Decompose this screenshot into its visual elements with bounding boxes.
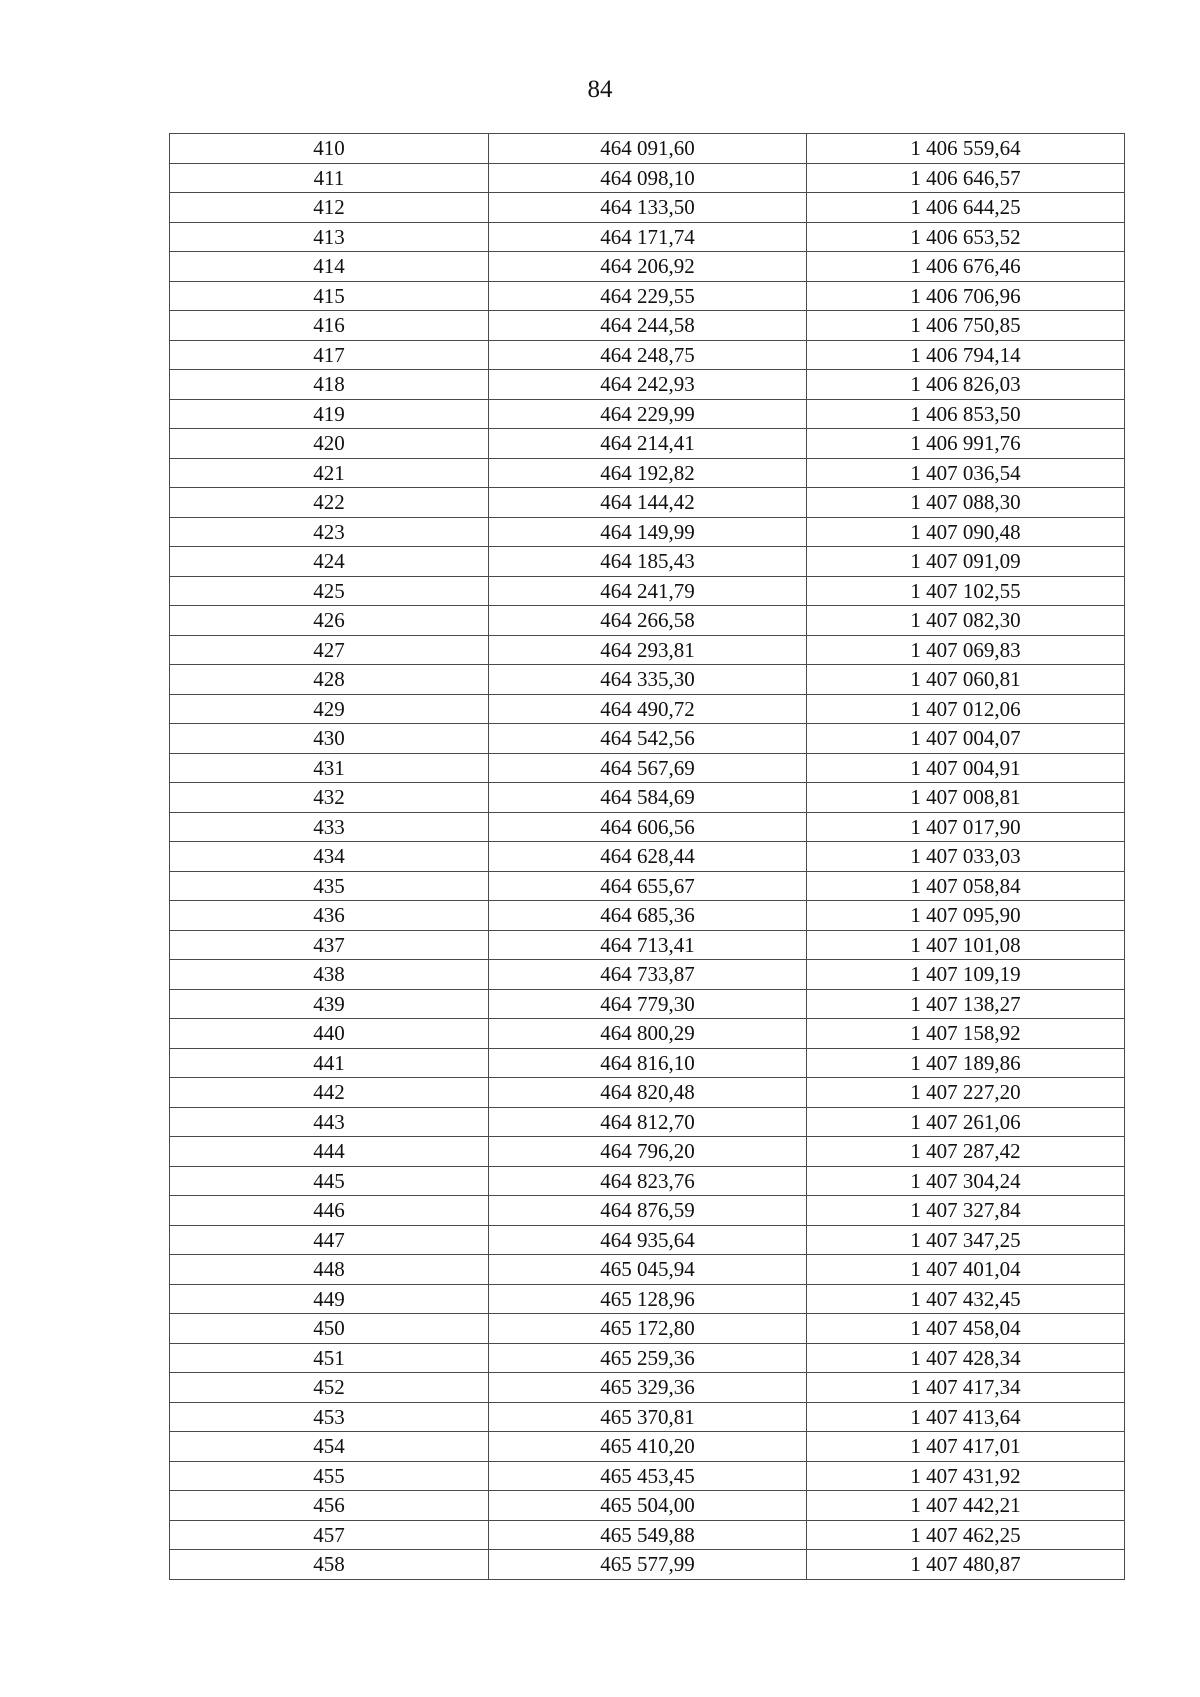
table-row [170,606,1125,636]
point-number-cell: 438 [170,960,489,990]
table-row [170,1432,1125,1462]
point-number-cell: 415 [170,281,489,311]
table-row [170,1461,1125,1491]
point-number-cell: 452 [170,1373,489,1403]
point-number-cell: 434 [170,842,489,872]
point-number-cell: 451 [170,1343,489,1373]
x-coordinate-cell: 464 796,20 [489,1137,807,1167]
table-row [170,930,1125,960]
x-coordinate-cell: 464 606,56 [489,812,807,842]
table-row [170,989,1125,1019]
x-coordinate-cell: 464 229,99 [489,399,807,429]
point-number-cell: 455 [170,1461,489,1491]
point-number-cell: 431 [170,753,489,783]
y-coordinate-cell: 1 407 189,86 [807,1048,1125,1078]
y-coordinate-cell: 1 407 090,48 [807,517,1125,547]
x-coordinate-cell: 464 266,58 [489,606,807,636]
x-coordinate-cell: 465 577,99 [489,1550,807,1580]
y-coordinate-cell: 1 407 401,04 [807,1255,1125,1285]
point-number-cell: 448 [170,1255,489,1285]
point-number-cell: 425 [170,576,489,606]
y-coordinate-cell: 1 406 794,14 [807,340,1125,370]
x-coordinate-cell: 464 733,87 [489,960,807,990]
table-row [170,576,1125,606]
point-number-cell: 420 [170,429,489,459]
x-coordinate-cell: 464 584,69 [489,783,807,813]
x-coordinate-cell: 464 244,58 [489,311,807,341]
table-row [170,1019,1125,1049]
y-coordinate-cell: 1 407 138,27 [807,989,1125,1019]
y-coordinate-cell: 1 406 646,57 [807,163,1125,193]
x-coordinate-cell: 464 091,60 [489,134,807,164]
table-row [170,193,1125,223]
point-number-cell: 458 [170,1550,489,1580]
point-number-cell: 429 [170,694,489,724]
point-number-cell: 424 [170,547,489,577]
point-number-cell: 440 [170,1019,489,1049]
y-coordinate-cell: 1 407 102,55 [807,576,1125,606]
x-coordinate-cell: 465 045,94 [489,1255,807,1285]
x-coordinate-cell: 464 171,74 [489,222,807,252]
y-coordinate-cell: 1 406 750,85 [807,311,1125,341]
point-number-cell: 432 [170,783,489,813]
y-coordinate-cell: 1 407 088,30 [807,488,1125,518]
x-coordinate-cell: 464 185,43 [489,547,807,577]
point-number-cell: 422 [170,488,489,518]
x-coordinate-cell: 464 567,69 [489,753,807,783]
x-coordinate-cell: 464 820,48 [489,1078,807,1108]
x-coordinate-cell: 465 172,80 [489,1314,807,1344]
point-number-cell: 414 [170,252,489,282]
x-coordinate-cell: 464 628,44 [489,842,807,872]
point-number-cell: 454 [170,1432,489,1462]
point-number-cell: 446 [170,1196,489,1226]
table-row [170,1402,1125,1432]
table-row [170,458,1125,488]
y-coordinate-cell: 1 407 091,09 [807,547,1125,577]
point-number-cell: 411 [170,163,489,193]
point-number-cell: 442 [170,1078,489,1108]
point-number-cell: 453 [170,1402,489,1432]
y-coordinate-cell: 1 407 058,84 [807,871,1125,901]
x-coordinate-cell: 465 410,20 [489,1432,807,1462]
x-coordinate-cell: 465 370,81 [489,1402,807,1432]
table-row [170,1520,1125,1550]
y-coordinate-cell: 1 407 060,81 [807,665,1125,695]
point-number-cell: 443 [170,1107,489,1137]
table-row [170,1314,1125,1344]
y-coordinate-cell: 1 407 432,45 [807,1284,1125,1314]
y-coordinate-cell: 1 407 287,42 [807,1137,1125,1167]
point-number-cell: 449 [170,1284,489,1314]
point-number-cell: 444 [170,1137,489,1167]
point-number-cell: 450 [170,1314,489,1344]
table-row [170,252,1125,282]
y-coordinate-cell: 1 406 559,64 [807,134,1125,164]
x-coordinate-cell: 465 504,00 [489,1491,807,1521]
point-number-cell: 428 [170,665,489,695]
page-number: 84 [587,76,613,103]
y-coordinate-cell: 1 407 101,08 [807,930,1125,960]
x-coordinate-cell: 464 542,56 [489,724,807,754]
y-coordinate-cell: 1 407 462,25 [807,1520,1125,1550]
x-coordinate-cell: 464 144,42 [489,488,807,518]
point-number-cell: 418 [170,370,489,400]
y-coordinate-cell: 1 407 347,25 [807,1225,1125,1255]
y-coordinate-cell: 1 407 158,92 [807,1019,1125,1049]
y-coordinate-cell: 1 407 004,07 [807,724,1125,754]
table-row [170,311,1125,341]
table-row [170,163,1125,193]
table-row [170,547,1125,577]
table-row [170,812,1125,842]
table-row [170,1048,1125,1078]
y-coordinate-cell: 1 407 095,90 [807,901,1125,931]
y-coordinate-cell: 1 407 227,20 [807,1078,1125,1108]
table-row [170,222,1125,252]
point-number-cell: 413 [170,222,489,252]
y-coordinate-cell: 1 407 428,34 [807,1343,1125,1373]
table-row [170,1284,1125,1314]
x-coordinate-cell: 464 192,82 [489,458,807,488]
point-number-cell: 441 [170,1048,489,1078]
y-coordinate-cell: 1 407 017,90 [807,812,1125,842]
table-row [170,1137,1125,1167]
point-number-cell: 433 [170,812,489,842]
table-row [170,753,1125,783]
x-coordinate-cell: 464 214,41 [489,429,807,459]
table-row [170,665,1125,695]
x-coordinate-cell: 464 248,75 [489,340,807,370]
table-row [170,1107,1125,1137]
point-number-cell: 430 [170,724,489,754]
y-coordinate-cell: 1 406 826,03 [807,370,1125,400]
table-row [170,1255,1125,1285]
x-coordinate-cell: 464 098,10 [489,163,807,193]
table-row [170,281,1125,311]
point-number-cell: 427 [170,635,489,665]
y-coordinate-cell: 1 407 036,54 [807,458,1125,488]
x-coordinate-cell: 464 779,30 [489,989,807,1019]
x-coordinate-cell: 464 816,10 [489,1048,807,1078]
point-number-cell: 426 [170,606,489,636]
x-coordinate-cell: 464 812,70 [489,1107,807,1137]
table-row [170,370,1125,400]
coordinates-table [169,133,1125,1580]
point-number-cell: 456 [170,1491,489,1521]
x-coordinate-cell: 464 685,36 [489,901,807,931]
table-row [170,871,1125,901]
y-coordinate-cell: 1 407 109,19 [807,960,1125,990]
table-row [170,134,1125,164]
x-coordinate-cell: 465 128,96 [489,1284,807,1314]
y-coordinate-cell: 1 407 417,34 [807,1373,1125,1403]
point-number-cell: 421 [170,458,489,488]
y-coordinate-cell: 1 406 853,50 [807,399,1125,429]
x-coordinate-cell: 464 229,55 [489,281,807,311]
point-number-cell: 417 [170,340,489,370]
coordinates-table-body [170,134,1125,1580]
x-coordinate-cell: 464 935,64 [489,1225,807,1255]
y-coordinate-cell: 1 406 644,25 [807,193,1125,223]
x-coordinate-cell: 465 259,36 [489,1343,807,1373]
point-number-cell: 457 [170,1520,489,1550]
point-number-cell: 412 [170,193,489,223]
table-row [170,1078,1125,1108]
table-row [170,488,1125,518]
x-coordinate-cell: 464 800,29 [489,1019,807,1049]
x-coordinate-cell: 464 293,81 [489,635,807,665]
y-coordinate-cell: 1 407 480,87 [807,1550,1125,1580]
y-coordinate-cell: 1 407 082,30 [807,606,1125,636]
point-number-cell: 445 [170,1166,489,1196]
x-coordinate-cell: 464 133,50 [489,193,807,223]
x-coordinate-cell: 464 335,30 [489,665,807,695]
y-coordinate-cell: 1 407 327,84 [807,1196,1125,1226]
x-coordinate-cell: 464 876,59 [489,1196,807,1226]
y-coordinate-cell: 1 407 304,24 [807,1166,1125,1196]
y-coordinate-cell: 1 407 033,03 [807,842,1125,872]
table-row [170,1491,1125,1521]
y-coordinate-cell: 1 407 069,83 [807,635,1125,665]
table-row [170,429,1125,459]
y-coordinate-cell: 1 407 442,21 [807,1491,1125,1521]
x-coordinate-cell: 464 490,72 [489,694,807,724]
y-coordinate-cell: 1 407 004,91 [807,753,1125,783]
point-number-cell: 436 [170,901,489,931]
x-coordinate-cell: 464 242,93 [489,370,807,400]
y-coordinate-cell: 1 407 008,81 [807,783,1125,813]
y-coordinate-cell: 1 406 676,46 [807,252,1125,282]
table-row [170,517,1125,547]
point-number-cell: 419 [170,399,489,429]
table-row [170,1550,1125,1580]
y-coordinate-cell: 1 406 653,52 [807,222,1125,252]
table-row [170,1225,1125,1255]
x-coordinate-cell: 464 713,41 [489,930,807,960]
table-row [170,960,1125,990]
y-coordinate-cell: 1 407 431,92 [807,1461,1125,1491]
table-row [170,694,1125,724]
point-number-cell: 447 [170,1225,489,1255]
y-coordinate-cell: 1 407 458,04 [807,1314,1125,1344]
x-coordinate-cell: 464 241,79 [489,576,807,606]
y-coordinate-cell: 1 407 417,01 [807,1432,1125,1462]
y-coordinate-cell: 1 407 012,06 [807,694,1125,724]
table-row [170,1373,1125,1403]
x-coordinate-cell: 464 149,99 [489,517,807,547]
table-row [170,1166,1125,1196]
table-row [170,399,1125,429]
table-row [170,724,1125,754]
point-number-cell: 410 [170,134,489,164]
x-coordinate-cell: 465 453,45 [489,1461,807,1491]
x-coordinate-cell: 464 206,92 [489,252,807,282]
table-row [170,842,1125,872]
point-number-cell: 437 [170,930,489,960]
point-number-cell: 435 [170,871,489,901]
point-number-cell: 416 [170,311,489,341]
x-coordinate-cell: 464 655,67 [489,871,807,901]
y-coordinate-cell: 1 407 261,06 [807,1107,1125,1137]
table-row [170,901,1125,931]
table-row [170,1343,1125,1373]
y-coordinate-cell: 1 406 991,76 [807,429,1125,459]
x-coordinate-cell: 465 549,88 [489,1520,807,1550]
point-number-cell: 439 [170,989,489,1019]
table-row [170,1196,1125,1226]
y-coordinate-cell: 1 406 706,96 [807,281,1125,311]
point-number-cell: 423 [170,517,489,547]
y-coordinate-cell: 1 407 413,64 [807,1402,1125,1432]
table-row [170,783,1125,813]
table-row [170,340,1125,370]
table-row [170,635,1125,665]
x-coordinate-cell: 464 823,76 [489,1166,807,1196]
x-coordinate-cell: 465 329,36 [489,1373,807,1403]
